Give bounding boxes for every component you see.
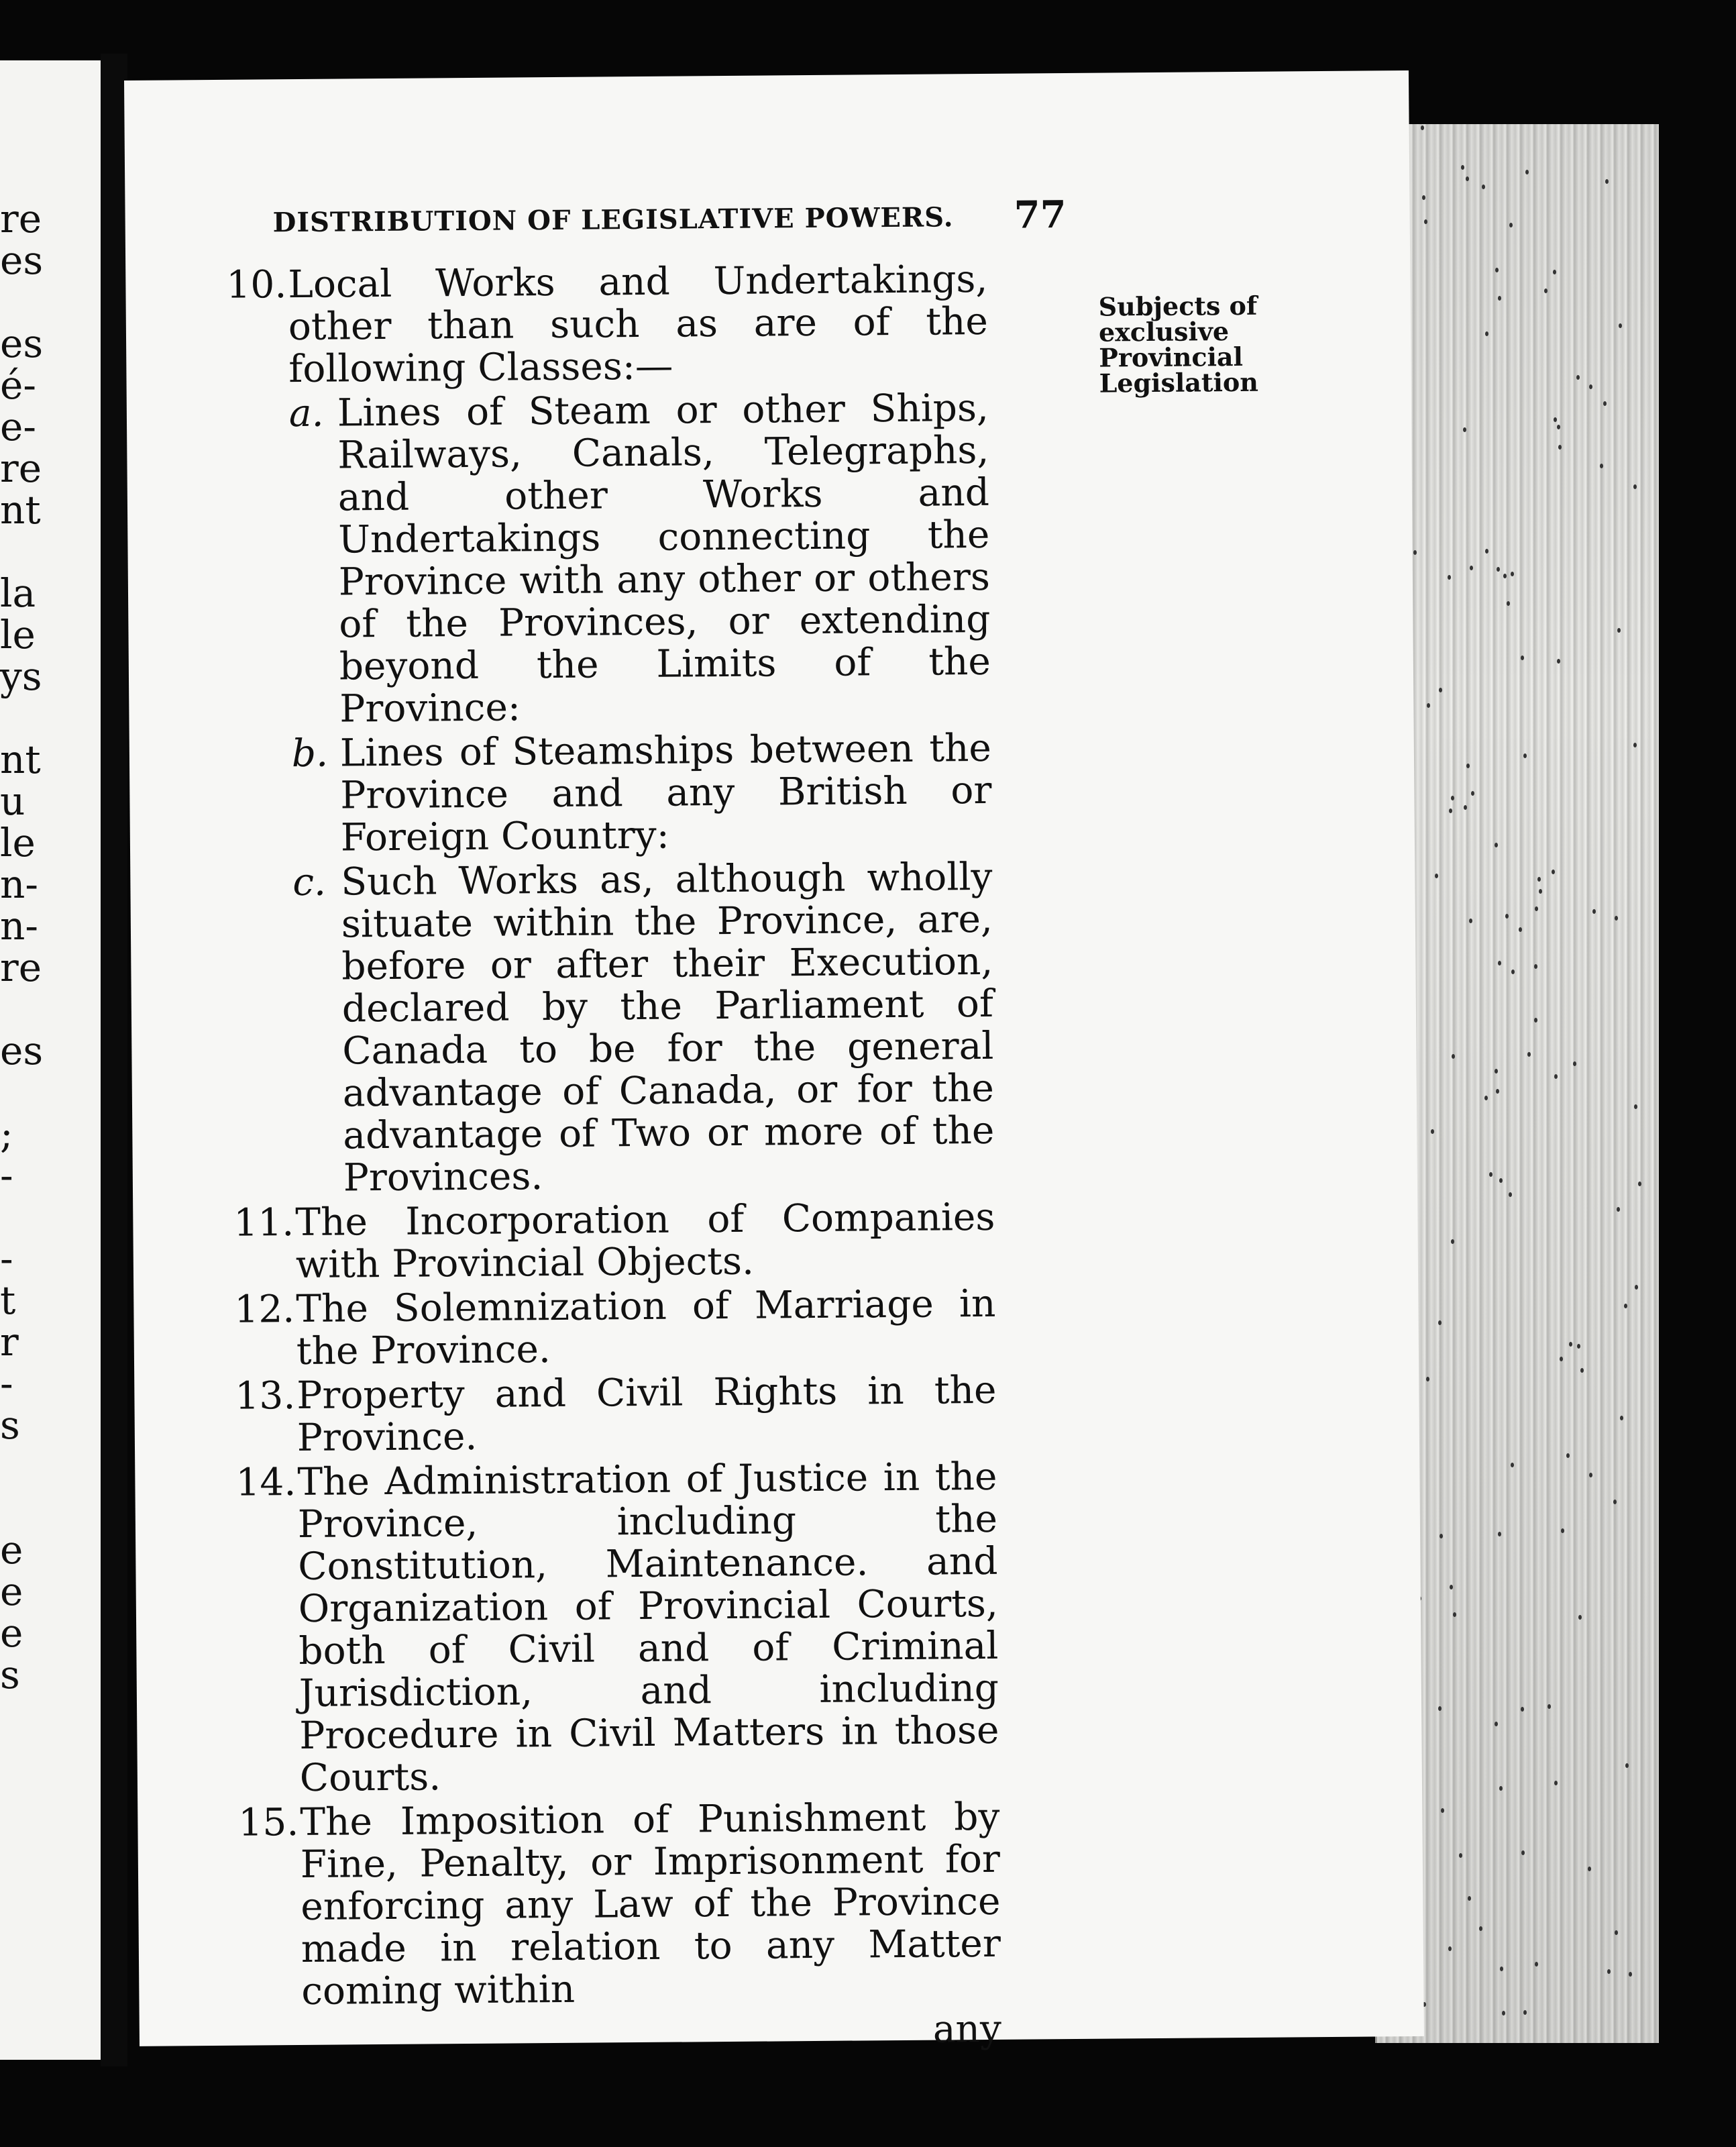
sub-item bbox=[292, 856, 995, 1200]
edge-speck bbox=[1629, 1972, 1632, 1977]
edge-speck bbox=[1471, 791, 1474, 796]
edge-speck bbox=[1503, 574, 1507, 578]
edge-speck bbox=[1448, 1946, 1452, 1951]
left-page-fragment: e bbox=[0, 1569, 23, 1614]
edge-speck bbox=[1438, 1706, 1442, 1711]
edge-speck bbox=[1495, 843, 1498, 847]
edge-speck bbox=[1573, 1061, 1576, 1066]
running-head: DISTRIBUTION OF LEGISLATIVE POWERS. bbox=[272, 201, 954, 239]
edge-speck bbox=[1589, 1473, 1592, 1477]
edge-speck bbox=[1453, 1612, 1456, 1617]
sub-item bbox=[292, 727, 992, 859]
sub-item-letter: a. bbox=[288, 391, 324, 436]
item-number: 15. bbox=[238, 1801, 299, 1845]
edge-speck bbox=[1509, 1192, 1512, 1197]
edge-speck bbox=[1558, 445, 1562, 450]
edge-speck bbox=[1495, 268, 1499, 272]
edge-speck bbox=[1452, 1054, 1455, 1059]
edge-speck bbox=[1469, 919, 1472, 923]
edge-speck bbox=[1633, 484, 1637, 489]
edge-speck bbox=[1625, 1763, 1629, 1768]
edge-speck bbox=[1431, 1129, 1434, 1134]
left-page-fragment: e bbox=[0, 1527, 23, 1573]
edge-speck bbox=[1496, 1089, 1499, 1094]
edge-speck bbox=[1451, 1239, 1454, 1244]
sub-list bbox=[227, 387, 995, 1200]
edge-speck bbox=[1421, 125, 1424, 130]
page-body bbox=[226, 258, 1001, 2056]
edge-speck bbox=[1435, 874, 1438, 878]
item-number: 12. bbox=[234, 1288, 295, 1332]
book-page bbox=[124, 70, 1424, 2052]
left-page-fragment: le bbox=[0, 612, 36, 658]
edge-speck bbox=[1588, 1867, 1591, 1871]
edge-speck bbox=[1521, 1850, 1525, 1855]
edge-speck bbox=[1615, 1930, 1618, 1935]
edge-speck bbox=[1566, 1453, 1570, 1458]
edge-speck bbox=[1534, 1018, 1537, 1023]
left-page-fragment: u bbox=[0, 778, 25, 824]
edge-speck bbox=[1548, 1704, 1551, 1709]
left-page-fragment: e bbox=[0, 1610, 23, 1656]
edge-speck bbox=[1441, 1808, 1444, 1813]
edge-speck bbox=[1607, 1969, 1611, 1974]
edge-speck bbox=[1527, 1052, 1531, 1057]
edge-speck bbox=[1620, 1416, 1623, 1420]
edge-speck bbox=[1485, 331, 1488, 336]
edge-speck bbox=[1534, 964, 1537, 969]
left-page-fragment: nt bbox=[0, 737, 41, 782]
edge-speck bbox=[1613, 1500, 1617, 1504]
edge-speck bbox=[1635, 1285, 1638, 1290]
list-item bbox=[234, 1283, 996, 1373]
edge-speck bbox=[1603, 401, 1607, 406]
edge-speck bbox=[1497, 567, 1500, 572]
edge-speck bbox=[1500, 1967, 1503, 1971]
list-item bbox=[226, 258, 988, 391]
edge-speck bbox=[1554, 417, 1557, 422]
edge-speck bbox=[1461, 165, 1464, 170]
item-number: 10. bbox=[226, 263, 287, 307]
left-page-fragment: n- bbox=[0, 903, 38, 949]
edge-speck bbox=[1505, 914, 1509, 919]
marginal-note-line: Legislation bbox=[1099, 366, 1259, 399]
left-page-fragment: s bbox=[0, 1652, 20, 1697]
edge-speck bbox=[1424, 219, 1427, 224]
edge-speck bbox=[1482, 185, 1485, 189]
edge-speck bbox=[1552, 870, 1555, 874]
edge-speck bbox=[1466, 764, 1470, 768]
left-page-fragment: - bbox=[0, 1361, 13, 1406]
sub-item bbox=[289, 387, 991, 731]
edge-speck bbox=[1439, 688, 1442, 692]
item-text: The Solemnization of Marriage in the Province. bbox=[296, 1281, 996, 1374]
item-text: The Imposition of Punishment by Fine, Penalty, or Imprisonment for enforcing any Law of the Province made in relation to any Matter coming within bbox=[300, 1795, 1001, 2014]
edge-speck bbox=[1468, 1896, 1471, 1901]
left-page-fragment: n- bbox=[0, 861, 38, 907]
edge-speck bbox=[1422, 195, 1425, 200]
item-text: The Administration of Justice in the Province, including the Constitution, Maintenance. and Organization of Provincial Courts, both of Civil and of Criminal Jurisdiction, and including Procedure in Civil Matters in those Courts. bbox=[297, 1455, 999, 1801]
edge-speck bbox=[1605, 179, 1609, 184]
edge-speck bbox=[1451, 796, 1454, 800]
edge-speck bbox=[1459, 1853, 1462, 1858]
left-page-fragment: nt bbox=[0, 487, 41, 533]
left-page-fragment: re bbox=[0, 196, 42, 242]
sub-item-letter: b. bbox=[291, 731, 329, 776]
edge-speck bbox=[1509, 223, 1513, 227]
edge-speck bbox=[1638, 1182, 1641, 1186]
edge-speck bbox=[1499, 1178, 1503, 1183]
edge-speck bbox=[1479, 1926, 1482, 1931]
item-text: Local Works and Undertakings, other than such as are of the following Classes:— bbox=[288, 257, 989, 392]
edge-speck bbox=[1580, 1368, 1584, 1373]
left-page-fragment: es bbox=[0, 321, 44, 366]
edge-speck bbox=[1560, 1357, 1563, 1361]
left-page-fragment: ; bbox=[0, 1111, 13, 1157]
sub-item-text: Lines of Steam or other Ships, Railways, Canals, Telegraphs, and other Works and Undertakings connecting the Province with any other or others of the Provinces, or extending beyond the Limits of the Province: bbox=[337, 386, 991, 731]
edge-speck bbox=[1535, 906, 1538, 911]
edge-speck bbox=[1511, 1463, 1514, 1467]
edge-speck bbox=[1537, 877, 1541, 882]
edge-speck bbox=[1600, 464, 1603, 468]
edge-speck bbox=[1470, 566, 1473, 570]
left-facing-page bbox=[0, 60, 111, 2060]
left-page-fragment: - bbox=[0, 1236, 13, 1281]
edge-speck bbox=[1592, 909, 1596, 914]
book-gutter bbox=[101, 54, 127, 2066]
left-page-fragment: re bbox=[0, 945, 42, 990]
edge-speck bbox=[1511, 970, 1515, 974]
edge-speck bbox=[1427, 703, 1430, 708]
edge-speck bbox=[1498, 296, 1501, 301]
left-page-fragment: es bbox=[0, 238, 44, 283]
edge-speck bbox=[1498, 1532, 1501, 1536]
edge-speck bbox=[1519, 927, 1522, 932]
left-page-fragment: r bbox=[0, 1319, 19, 1365]
edge-speck bbox=[1484, 1096, 1488, 1100]
item-number: 13. bbox=[235, 1374, 296, 1418]
item-text: Property and Civil Rights in the Province. bbox=[296, 1368, 997, 1461]
edge-speck bbox=[1463, 427, 1466, 432]
edge-speck bbox=[1624, 1304, 1627, 1308]
left-page-fragment: - bbox=[0, 1153, 13, 1198]
edge-speck bbox=[1485, 549, 1488, 554]
item-number: 11. bbox=[233, 1201, 294, 1245]
edge-speck bbox=[1589, 384, 1592, 389]
edge-speck bbox=[1561, 1528, 1564, 1533]
marginal-note-line: exclusive bbox=[1098, 316, 1230, 348]
edge-speck bbox=[1523, 2010, 1527, 2015]
edge-speck bbox=[1499, 1786, 1503, 1791]
page-number: 77 bbox=[1014, 192, 1067, 238]
item-text: The Incorporation of Companies with Provincial Objects. bbox=[295, 1195, 995, 1288]
left-page-fragment: t bbox=[0, 1277, 16, 1323]
edge-speck bbox=[1413, 550, 1417, 555]
sub-item-text: Such Works as, although wholly situate within the Province, are, before or after their Execution, declared by the Parliament of Canada to be for the general advantage of Canada, or for the advantage of Two or more of the Provinces. bbox=[341, 855, 995, 1200]
edge-speck bbox=[1577, 1344, 1580, 1349]
edge-speck bbox=[1511, 572, 1514, 576]
left-page-fragment: es bbox=[0, 1028, 44, 1074]
list-item bbox=[235, 1369, 997, 1460]
edge-speck bbox=[1617, 628, 1621, 633]
catchword: any bbox=[932, 2007, 1002, 2052]
edge-speck bbox=[1633, 743, 1637, 747]
edge-speck bbox=[1617, 1207, 1620, 1212]
left-page-fragment: la bbox=[0, 570, 36, 616]
edge-speck bbox=[1557, 659, 1560, 664]
left-page-fragment: ys bbox=[0, 653, 42, 699]
edge-speck bbox=[1449, 808, 1452, 813]
left-page-fragment: s bbox=[0, 1402, 20, 1448]
left-page-fragment: e- bbox=[0, 404, 36, 450]
edge-speck bbox=[1466, 176, 1469, 181]
sub-item-text: Lines of Steamships between the Province and any British or Foreign Country: bbox=[339, 726, 992, 860]
left-page-fragment: re bbox=[0, 446, 42, 491]
marginal-note bbox=[1098, 290, 1274, 399]
list-item bbox=[238, 1796, 1001, 2013]
edge-speck bbox=[1521, 1707, 1524, 1712]
edge-speck bbox=[1619, 323, 1622, 328]
edge-speck bbox=[1507, 601, 1510, 606]
edge-speck bbox=[1578, 1615, 1582, 1620]
edge-speck bbox=[1521, 656, 1524, 660]
edge-speck bbox=[1426, 1377, 1429, 1381]
edge-speck bbox=[1438, 1320, 1442, 1325]
edge-speck bbox=[1576, 375, 1580, 380]
sub-item-letter: c. bbox=[292, 860, 327, 905]
edge-speck bbox=[1523, 753, 1527, 758]
edge-speck bbox=[1557, 425, 1560, 429]
edge-speck bbox=[1525, 170, 1529, 174]
edge-speck bbox=[1569, 1342, 1572, 1347]
edge-speck bbox=[1544, 289, 1548, 293]
edge-speck bbox=[1553, 270, 1556, 274]
marginal-note-line: Provincial bbox=[1099, 341, 1244, 373]
left-page-fragment: é- bbox=[0, 362, 36, 408]
edge-speck bbox=[1448, 575, 1451, 580]
edge-speck bbox=[1489, 1172, 1493, 1177]
edge-speck bbox=[1495, 1722, 1498, 1726]
edge-speck bbox=[1495, 1069, 1498, 1074]
edge-speck bbox=[1554, 1074, 1558, 1079]
edge-speck bbox=[1539, 889, 1542, 894]
list-item bbox=[233, 1196, 995, 1287]
edge-speck bbox=[1498, 961, 1501, 965]
marginal-note-line: Subjects of bbox=[1098, 290, 1258, 322]
list-item bbox=[235, 1456, 999, 1800]
left-page-fragment: le bbox=[0, 820, 36, 866]
edge-speck bbox=[1464, 805, 1467, 810]
edge-speck bbox=[1535, 1962, 1538, 1967]
item-number: 14. bbox=[235, 1461, 296, 1505]
edge-speck bbox=[1450, 1585, 1453, 1589]
edge-speck bbox=[1440, 1534, 1443, 1538]
edge-speck bbox=[1615, 916, 1618, 921]
edge-speck bbox=[1634, 1104, 1637, 1109]
edge-speck bbox=[1554, 1781, 1558, 1785]
edge-speck bbox=[1502, 2011, 1505, 2015]
